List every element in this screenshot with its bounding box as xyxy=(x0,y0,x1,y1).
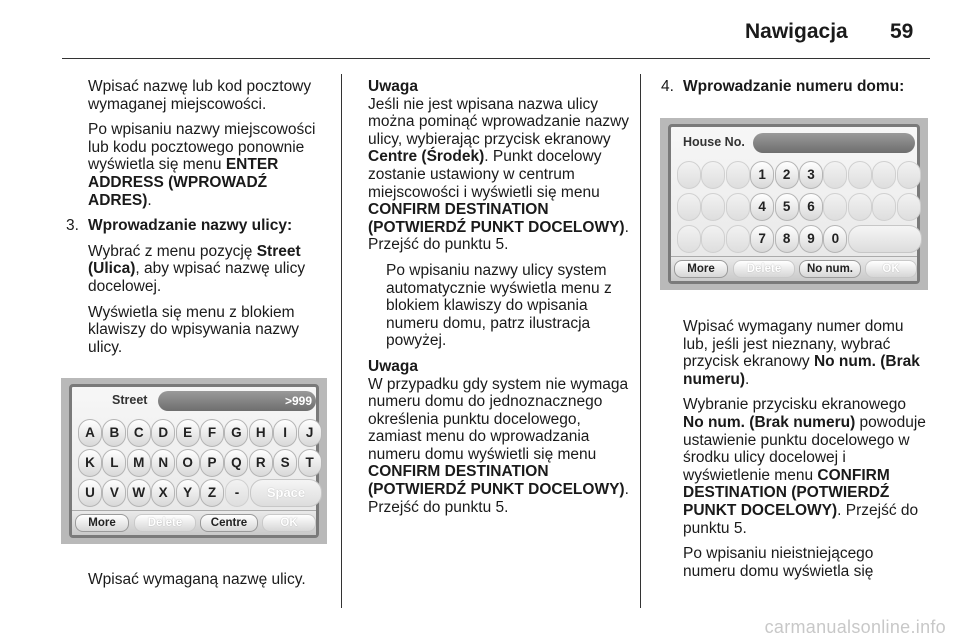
more-button[interactable]: More xyxy=(674,260,728,278)
blank-key xyxy=(823,161,847,189)
key-0[interactable]: 0 xyxy=(823,225,847,253)
street-button-bar xyxy=(72,510,316,535)
key-r[interactable]: R xyxy=(249,449,273,477)
key-f[interactable]: F xyxy=(200,419,224,447)
page-number: 59 xyxy=(890,20,914,43)
note-2-heading: Uwaga xyxy=(368,357,418,375)
col3-paragraph-3: Po wpisaniu nieistniejącego numeru domu wyświetla się xyxy=(683,545,874,580)
blank-key xyxy=(677,161,701,189)
col1-paragraph-1: Wpisać nazwę lub kod pocztowy wymaganej miejscowości. xyxy=(88,78,312,113)
step-4-heading: 4. Wprowadzanie numeru domu: xyxy=(661,78,905,95)
ok-button[interactable]: OK xyxy=(865,260,917,278)
delete-button[interactable]: Delete xyxy=(733,260,795,278)
col1-paragraph-4: Wyświetla się menu z blokiem klawiszy do wpisywania nazwy ulicy. xyxy=(88,303,300,356)
key-w[interactable]: W xyxy=(127,479,151,507)
key-9[interactable]: 9 xyxy=(799,225,823,253)
blank-key xyxy=(677,193,701,221)
key-dash[interactable]: - xyxy=(225,479,249,507)
key-d[interactable]: D xyxy=(151,419,175,447)
key-y[interactable]: Y xyxy=(176,479,200,507)
key-k[interactable]: K xyxy=(78,449,102,477)
key-7[interactable]: 7 xyxy=(750,225,774,253)
key-6[interactable]: 6 xyxy=(799,193,823,221)
key-b[interactable]: B xyxy=(102,419,126,447)
blank-key xyxy=(848,161,872,189)
house-button-bar xyxy=(671,256,917,281)
blank-key xyxy=(701,193,725,221)
key-q[interactable]: Q xyxy=(224,449,248,477)
blank-key xyxy=(701,225,725,253)
key-8[interactable]: 8 xyxy=(775,225,799,253)
key-4[interactable]: 4 xyxy=(750,193,774,221)
step-3-heading: 3. Wprowadzanie nazwy ulicy: xyxy=(66,217,293,235)
key-3[interactable]: 3 xyxy=(799,161,823,189)
match-count: >999 xyxy=(284,394,312,408)
blank-key xyxy=(872,161,896,189)
note-1-heading: Uwaga xyxy=(368,78,418,95)
street-input-bar[interactable] xyxy=(158,391,316,411)
col3-paragraph-1: Wpisać wymagany numer domu lub, jeśli jest nieznany, wybrać przycisk ekranowy No num. (Brak numeru). xyxy=(683,318,920,388)
column-divider-2 xyxy=(640,74,641,608)
note-2-text: W przypadku gdy system nie wymaga numeru domu do jednoznacznego określenia punktu docelowego, zamiast menu do wprowadzania numeru domu wyświetli się menu CONFIRM DESTINATION (POTWIERDŹ PUNKT DOCELOWY). Przejść do punktu 5. xyxy=(368,375,629,516)
key-o[interactable]: O xyxy=(176,449,200,477)
key-h[interactable]: H xyxy=(249,419,273,447)
key-5[interactable]: 5 xyxy=(775,193,799,221)
house-number-input-bar[interactable] xyxy=(753,133,915,153)
watermark-text: carmanualsonline.info xyxy=(764,617,946,637)
header-rule xyxy=(62,58,930,59)
blank-key xyxy=(897,161,921,189)
key-1[interactable]: 1 xyxy=(750,161,774,189)
key-2[interactable]: 2 xyxy=(775,161,799,189)
no-num-button[interactable]: No num. xyxy=(799,260,861,278)
key-x[interactable]: X xyxy=(151,479,175,507)
key-m[interactable]: M xyxy=(127,449,151,477)
street-screen-frame xyxy=(69,384,319,538)
column-2 xyxy=(368,78,632,524)
key-a[interactable]: A xyxy=(78,419,102,447)
column-1 xyxy=(66,78,333,364)
house-number-label: House No. xyxy=(683,135,745,149)
blank-key xyxy=(726,225,750,253)
col3-paragraph-2: Wybranie przycisku ekranowego No num. (Brak numeru) powoduje ustawienie punktu docelowego w środku ulicy docelowej i wyświetlenie menu CONFIRM DESTINATION (POTWIERDŹ PUNKT DOCELOWY). Przejść do punktu 5. xyxy=(683,396,926,537)
key-c[interactable]: C xyxy=(127,419,151,447)
key-p[interactable]: P xyxy=(200,449,224,477)
column-3-body xyxy=(683,318,928,588)
step-4-heading-wrap xyxy=(661,78,928,104)
key-j[interactable]: J xyxy=(298,419,322,447)
street-caption xyxy=(88,571,333,597)
key-z[interactable]: Z xyxy=(200,479,224,507)
centre-button[interactable]: Centre xyxy=(200,514,258,532)
running-header-title: Nawigacja xyxy=(745,20,848,43)
key-l[interactable]: L xyxy=(102,449,126,477)
street-label: Street xyxy=(112,393,148,407)
blank-key xyxy=(872,193,896,221)
ok-button[interactable]: OK xyxy=(262,514,316,532)
blank-key xyxy=(677,225,701,253)
note-1-text: Jeśli nie jest wpisana nazwa ulicy można pominąć wprowadzanie nazwy ulicy, wybierając przycisk ekranowy Centre (Środek). Punkt docelowy zostanie ustawiony w centrum miejscowości i wyświetli się menu CONFIRM DESTINATION (POTWIERDŹ PUNKT DOCELOWY). Przejść do punktu 5. xyxy=(368,95,630,254)
blank-key xyxy=(726,193,750,221)
blank-key xyxy=(701,161,725,189)
column-divider-1 xyxy=(341,74,342,608)
blank-key xyxy=(848,193,872,221)
key-e[interactable]: E xyxy=(176,419,200,447)
key-space[interactable]: Space xyxy=(250,479,322,507)
house-screen-frame xyxy=(668,124,920,284)
key-n[interactable]: N xyxy=(151,449,175,477)
blank-key xyxy=(897,193,921,221)
col1-paragraph-3: Wybrać z menu pozycję Street (Ulica), aby wpisać nazwę ulicy docelowej. xyxy=(88,242,306,295)
delete-button[interactable]: Delete xyxy=(134,514,196,532)
key-i[interactable]: I xyxy=(273,419,297,447)
col2-paragraph-1: Po wpisaniu nazwy ulicy system automatycznie wyświetla menu z blokiem klawiszy do wpisania numeru domu, patrz ilustracja powyżej. xyxy=(386,261,612,350)
key-s[interactable]: S xyxy=(273,449,297,477)
blank-wide-key xyxy=(848,225,922,253)
more-button[interactable]: More xyxy=(75,514,129,532)
house-number-screen xyxy=(660,118,928,290)
key-g[interactable]: G xyxy=(224,419,248,447)
key-t[interactable]: T xyxy=(298,449,322,477)
blank-key xyxy=(823,193,847,221)
blank-key xyxy=(726,161,750,189)
street-keyboard-screen xyxy=(61,378,327,544)
caption-text: Wpisać wymaganą nazwę ulicy. xyxy=(88,571,306,588)
key-u[interactable]: U xyxy=(78,479,102,507)
col1-paragraph-2: Po wpisaniu nazwy miejscowości lub kodu pocztowego ponownie wyświetla się menu ENTER ADDRESS (WPROWADŹ ADRES). xyxy=(88,121,316,209)
key-v[interactable]: V xyxy=(102,479,126,507)
